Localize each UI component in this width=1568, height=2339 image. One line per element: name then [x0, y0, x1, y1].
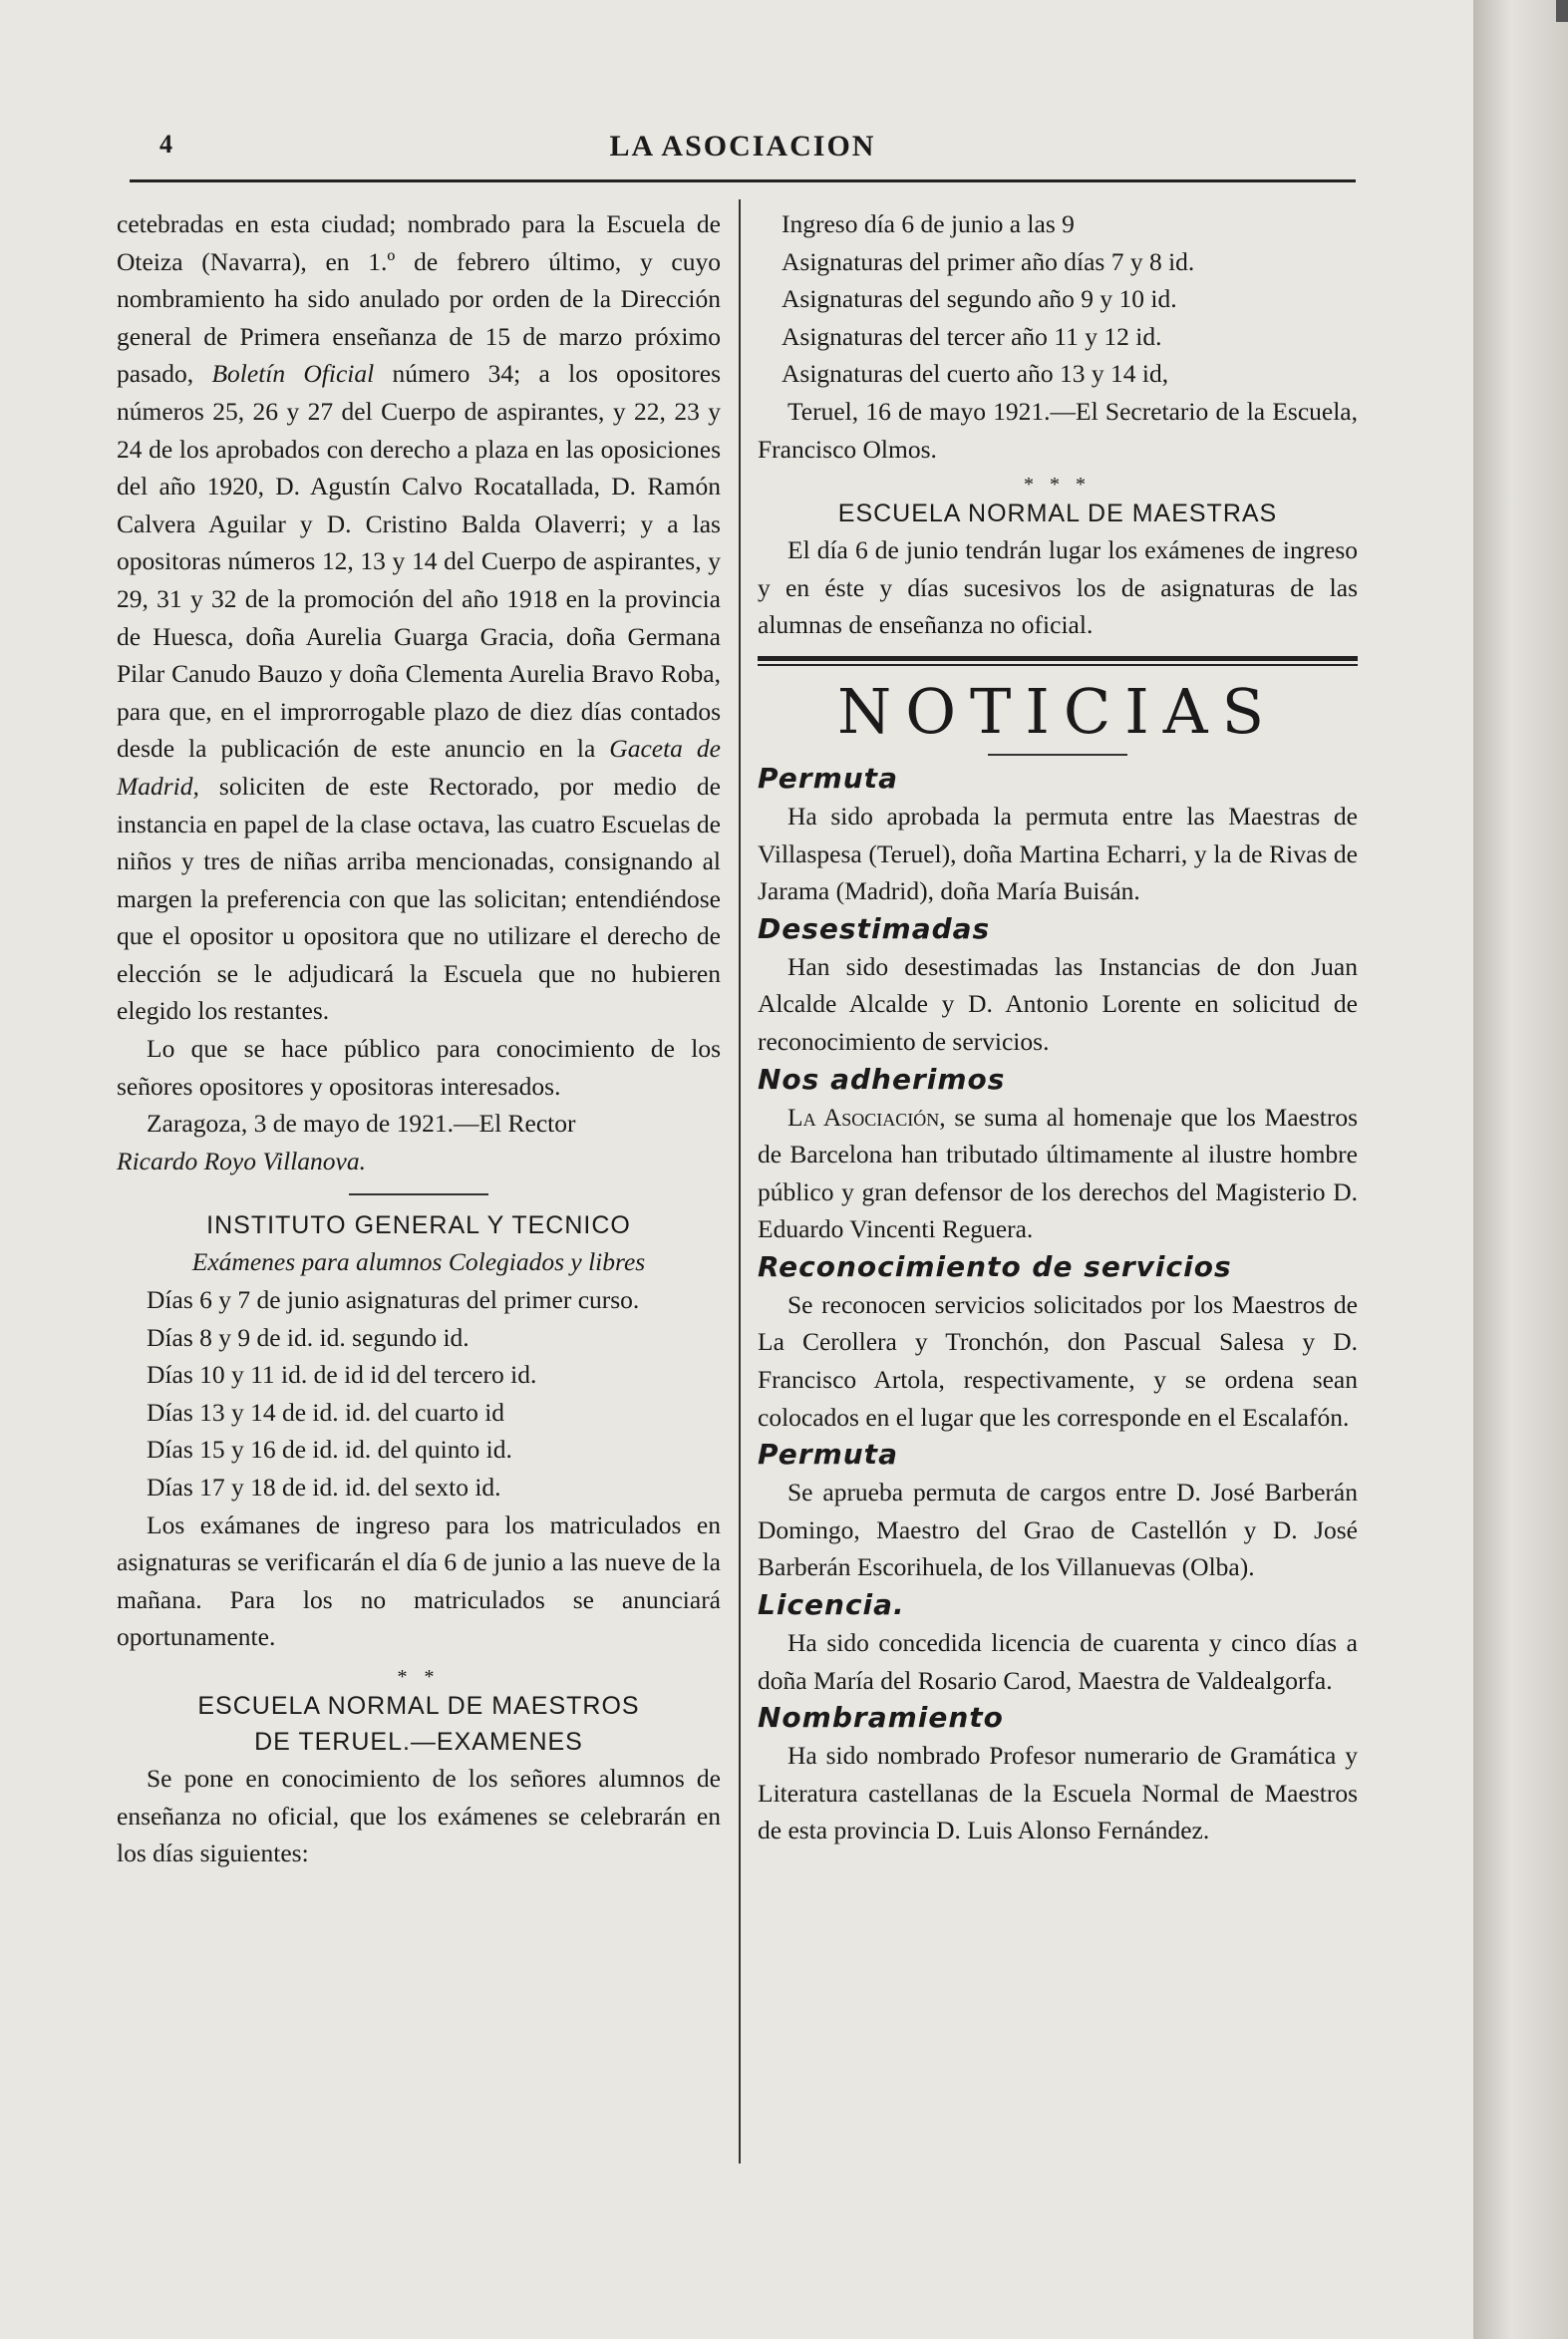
instituto-title: INSTITUTO GENERAL Y TECNICO — [206, 1211, 631, 1240]
left-column — [117, 205, 721, 1872]
exam-line-3: Días 10 y 11 id. de id id del tercero id. — [147, 1360, 537, 1390]
instituto-subtitle: Exámenes para alumnos Colegiados y libres — [191, 1247, 646, 1277]
news-body-nombramiento: Ha sido nombrado Profesor numerario de Gramática y Literatura castellanas de la Escuela Normal de Maestros de esta provincia D. Luis Alonso Fernández. — [758, 1741, 1358, 1845]
news-heading-permuta-2: Permuta — [758, 1438, 898, 1472]
adherimos-text: se suma al homenaje que los Maestros de Barcelona han tributado últimamente al ilustre hombre público y gran defensor de los derechos del Magisterio D. Eduardo Vincenti Reguera. — [758, 1102, 1358, 1244]
asociacion-smallcaps: La Asociación, — [787, 1102, 946, 1132]
right-column — [758, 205, 1358, 1849]
section-rule — [349, 1193, 488, 1195]
news-body-permuta-1: Ha sido aprobada la permuta entre las Maestras de Villaspesa (Teruel), doña Martina Echarri, y la de Rivas de Jarama (Madrid), doña María Buisán. — [758, 801, 1358, 906]
news-body-desestimadas: Han sido desestimadas las Instancias de don Juan Alcalde Alcalde y D. Antonio Lorente en solicitud de reconocimiento de servicios. — [758, 951, 1358, 1056]
normal-maestros-title-2: DE TERUEL.—EXAMENES — [254, 1727, 583, 1756]
normal-maestras-text: El día 6 de junio tendrán lugar los exámenes de ingreso y en éste y días sucesivos los de asignaturas de las alumnas de enseñanza no oficial. — [758, 535, 1358, 640]
ingreso-paragraph: Los exámanes de ingreso para los matriculados en asignaturas se verificarán el día 6 de junio a las nueve de la mañana. Para los no matriculados se anunciará oportunamente. — [117, 1509, 721, 1652]
exam-line-4: Días 13 y 14 de id. id. del cuarto id — [147, 1397, 505, 1427]
rectorado-text-2: número 34; a los opositores números 25, 26 y 27 del Cuerpo de aspirantes, y 22, 23 y 24 de los aprobados con derecho a plaza en las oposiciones del año 1920, D. Agustín Calvo Rocatallada, D. Ramón Calvera Aguilar y D. Cristino Balda Olaverri; y a las opositoras números 12, 13 y 14 del Cuerpo de aspirantes, y 29, 31 y 32 de la promoción del año 1918 en la provincia de Huesca, doña Aurelia Guarga Gracia, doña Germana Pilar Canudo Bauzo y doña Clementa Aurelia Bravo Roba, para que, en el improrrogable plazo de diez días contados desde la publicación de este anuncio en la — [117, 359, 721, 764]
rector-signature: Ricardo Royo Villanova. — [117, 1146, 366, 1175]
news-heading-permuta-1: Permuta — [758, 761, 898, 795]
news-heading-licencia: Licencia. — [758, 1588, 905, 1622]
news-heading-desestimadas: Desestimadas — [758, 911, 991, 945]
section-stars-right: * * * — [1023, 474, 1092, 497]
noticias-rule — [758, 656, 1358, 666]
news-heading-adherimos: Nos adherimos — [758, 1062, 1006, 1096]
publico-paragraph: Lo que se hace público para conocimiento de los señores opositores y opositoras interesados. — [117, 1034, 721, 1101]
zaragoza-date: Zaragoza, 3 de mayo de 1921.—El Rector — [147, 1109, 576, 1139]
schedule-line-4: Asignaturas del tercer año 11 y 12 id. — [782, 321, 1162, 351]
exam-line-1: Días 6 y 7 de junio asignaturas del primer curso. — [147, 1285, 640, 1315]
normal-maestros-title-1: ESCUELA NORMAL DE MAESTROS — [197, 1691, 640, 1720]
normal-maestros-text: Se pone en conocimiento de los señores alumnos de enseñanza no oficial, que los exámenes se celebrarán en los días siguientes: — [117, 1763, 721, 1868]
boletin-oficial-italic: Boletín Oficial — [211, 359, 375, 389]
normal-maestras-title: ESCUELA NORMAL DE MAESTRAS — [837, 500, 1278, 528]
rectorado-text-3: soliciten de este Rectorado, por medio de instancia en papel de la clase octava, las cuatro Escuelas de niños y tres de niñas arriba mencionadas, consignando al margen la preferencia con que las solicitan; entendiéndose que el opositor u opositora que no utilizare el derecho de elección se le adjudicará la Escuela que no hubieren elegido los restantes. — [117, 771, 722, 1026]
exam-line-6: Días 17 y 18 de id. id. del sexto id. — [147, 1473, 501, 1502]
exam-line-2: Días 8 y 9 de id. id. segundo id. — [147, 1322, 470, 1352]
page-number: 4 — [159, 130, 172, 159]
page-header — [130, 130, 1356, 182]
masthead: LA ASOCIACION — [609, 130, 876, 163]
news-body-reconocimiento: Se reconocen servicios solicitados por los Maestros de La Cerollera y Tronchón, don Pascual Salesa y D. Francisco Artola, respectivamente, y se ordena sean colocados en el lugar que les corresponde en el Escalafón. — [758, 1289, 1358, 1432]
exam-line-5: Días 15 y 16 de id. id. del quinto id. — [147, 1435, 512, 1465]
news-heading-reconocimiento: Reconocimiento de servicios — [758, 1249, 1232, 1283]
gaceta-italic: Gaceta de Madrid, — [117, 734, 721, 801]
section-stars: * * — [397, 1665, 441, 1688]
column-divider — [739, 199, 741, 2164]
rectorado-paragraph — [117, 205, 721, 1030]
schedule-line-1: Ingreso día 6 de junio a las 9 — [782, 209, 1075, 238]
news-heading-nombramiento: Nombramiento — [758, 1701, 1004, 1735]
schedule-line-5: Asignaturas del cuerto año 13 y 14 id, — [782, 359, 1169, 389]
page-edge — [1473, 0, 1568, 2339]
teruel-signature: Teruel, 16 de mayo 1921.—El Secretario de la Escuela, Francisco Olmos. — [758, 396, 1358, 464]
rectorado-text-1: cetebradas en esta ciudad; nombrado para la Escuela de Oteiza (Navarra), en 1.º de febrero último, y cuyo nombramiento ha sido anulado por orden de la Dirección general de Primera enseñanza de 15 de marzo próximo pasado, — [117, 209, 721, 389]
news-body-licencia: Ha sido concedida licencia de cuarenta y cinco días a doña María del Rosario Carod, Maestra de Valdealgorfa. — [758, 1628, 1358, 1695]
noticias-underline — [988, 754, 1127, 756]
news-body-adherimos — [758, 1099, 1358, 1248]
schedule-line-3: Asignaturas del segundo año 9 y 10 id. — [782, 284, 1177, 314]
noticias-title: NOTICIAS — [836, 674, 1279, 748]
schedule-line-2: Asignaturas del primer año días 7 y 8 id. — [782, 246, 1195, 276]
news-body-permuta-2: Se aprueba permuta de cargos entre D. José Barberán Domingo, Maestro del Grao de Castellón y D. José Barberán Escorihuela, de los Villanuevas (Olba). — [758, 1478, 1358, 1582]
